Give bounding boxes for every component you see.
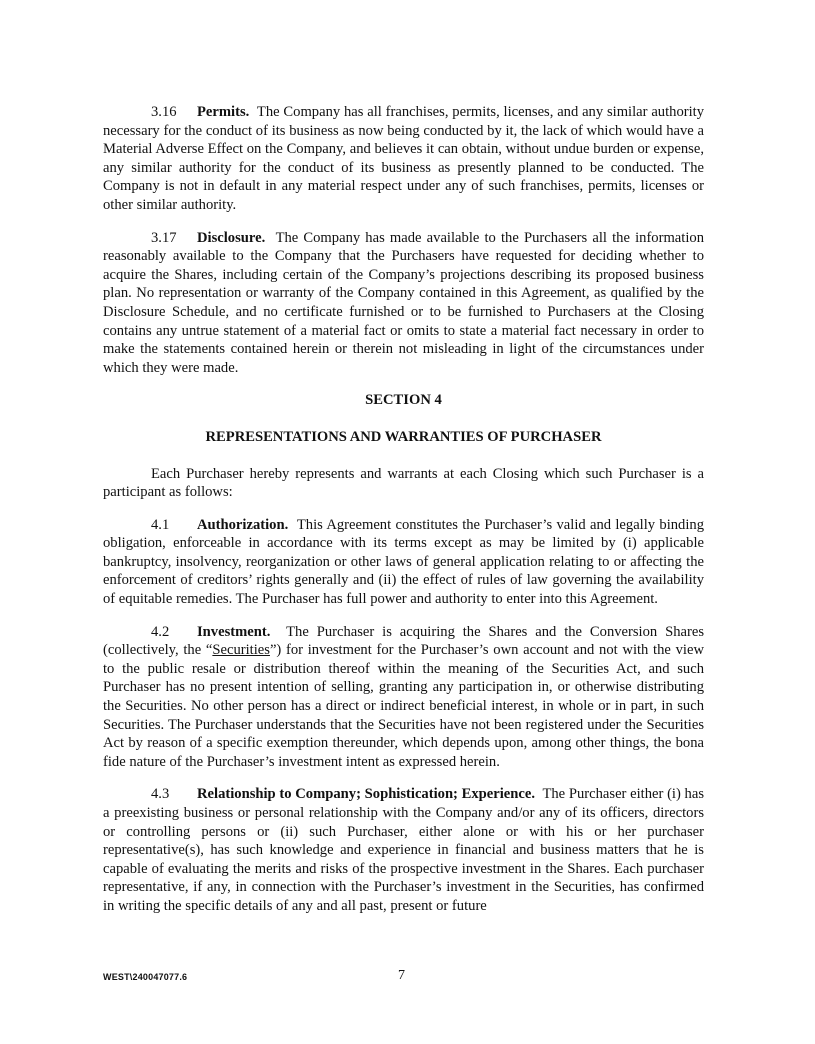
section-body: This Agreement constitutes the Purchaser’s valid and legally binding obligation, enforceable in accordance with its terms except as may be limited by (i) applicable bankruptcy, insolvency, reorganization or other laws of general application relating to or affecting the enforcement of creditors’ rights generally and (ii) the effect of rules of law governing the availability of equitable remedies. The Purchaser has full power and authority to enter into this Agreement. xyxy=(103,516,704,608)
section-title: SECTION 4 xyxy=(365,392,442,409)
section-body: The Company has made available to the Purchasers all the information reasonably available to the Company that the Purchasers have requested for deciding whether to acquire the Shares, including certain of the Company’s projections describing its proposed business plan. No representation or warranty of the Company contained in this Agreement, as qualified by the Disclosure Schedule, and no certificate furnished or to be furnished to Purchasers at the Closing contains any untrue statement of a material fact or omits to state a material fact necessary in order to make the statements contained herein or therein not misleading in light of the circumstances under which they were made. xyxy=(103,229,704,376)
section-number: 4.3 xyxy=(151,786,170,803)
section-3-16 xyxy=(103,103,704,215)
document-page xyxy=(103,103,704,930)
defined-term: Securities xyxy=(212,642,270,659)
section-body-end: ”) for investment for the Purchaser’s own account and not with the view to the public resale or distribution thereof within the meaning of the Securities Act, and such Purchaser has no present intention of selling, granting any participation in, or otherwise distributing the Securities. No other person has a direct or indirect beneficial interest, in whole or in part, in such Securities. The Purchaser understands that the Securities have not been registered under the Securities Act by reason of a specific exemption thereunder, which depends upon, among other things, the bona fide nature of the Purchaser’s investment intent as expressed herein. xyxy=(103,642,704,770)
section-subtitle: REPRESENTATIONS AND WARRANTIES OF PURCHASER xyxy=(205,428,602,445)
section-number: 3.16 xyxy=(151,104,177,120)
section-body-start: The Purchaser is acquiring the Shares and the Conversion Shares (collectively, the “ xyxy=(103,623,704,659)
section-body: The Purchaser either (i) has a preexisting business or personal relationship with the Company and/or any of its officers, directors or controlling persons or (ii) such Purchaser, either alone or with his or her purchaser representative(s), has such knowledge and experience in financial and business matters that he is capable of evaluating the merits and risks of the prospective investment in the Shares. Each purchaser representative, if any, in connection with the Purchaser’s investment in the Securities, has confirmed in writing the specific details of any and all past, present or future xyxy=(103,786,705,914)
section-intro: Each Purchaser hereby represents and warrants at each Closing which such Purchaser is a participant as follows: xyxy=(103,465,704,501)
section-number: 4.1 xyxy=(151,516,170,533)
section-heading: Disclosure. xyxy=(197,229,266,246)
section-body: The Company has all franchises, permits, licenses, and any similar authority necessary for the conduct of its business as now being conducted by it, the lack of which would have a Material Adverse Effect on the Company, and believes it can obtain, without undue burden or expense, any similar authority for the conduct of its business as presently planned to be conducted. The Company is not in default in any material respect under any of such franchises, permits, licenses or other similar authority. xyxy=(103,104,705,213)
section-heading: Authorization. xyxy=(197,516,289,533)
section-number: 4.2 xyxy=(151,623,170,640)
section-3-17 xyxy=(103,229,704,378)
section-heading: Relationship to Company; Sophistication; Experience. xyxy=(197,786,535,803)
section-4-3 xyxy=(103,785,704,915)
section-heading: Investment. xyxy=(197,623,271,640)
section-number: 3.17 xyxy=(151,229,177,246)
section-4-2 xyxy=(103,623,704,772)
document-id: WEST\240047077.6 xyxy=(103,972,188,982)
section-4-1 xyxy=(103,516,704,609)
section-heading: Permits. xyxy=(197,104,250,120)
page-number: 7 xyxy=(398,968,405,983)
